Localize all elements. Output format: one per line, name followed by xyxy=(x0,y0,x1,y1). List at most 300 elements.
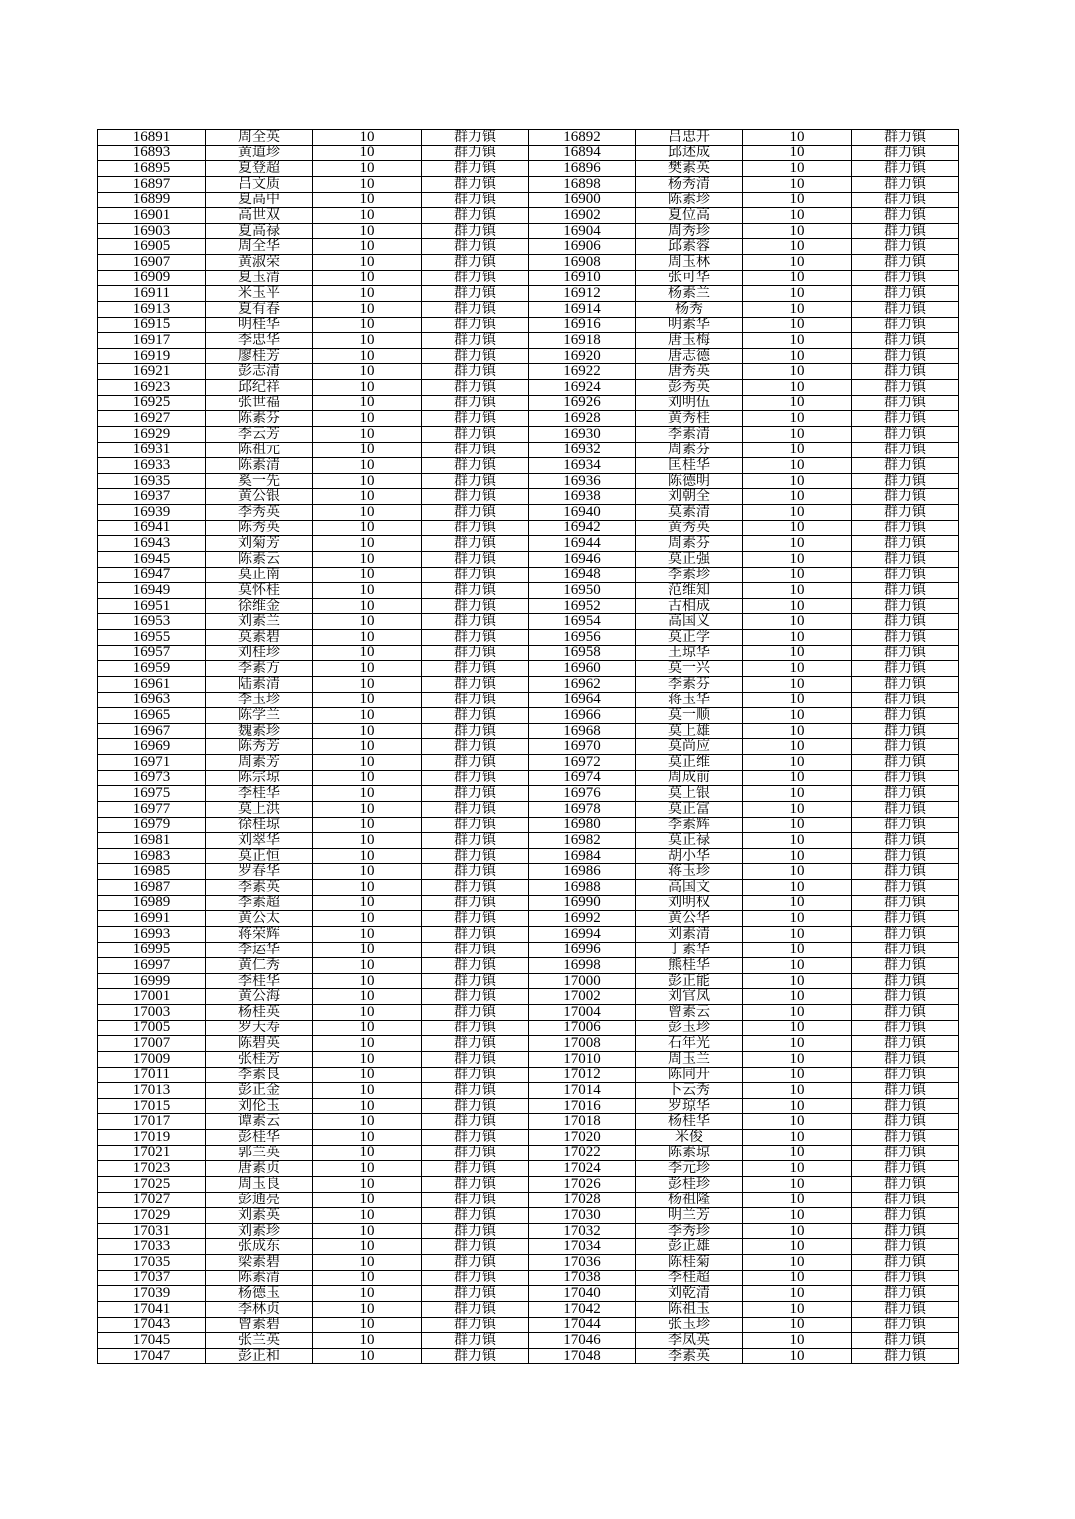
id-cell: 16998 xyxy=(529,958,636,974)
name-cell: 莫上洪 xyxy=(206,801,313,817)
id-cell: 16898 xyxy=(529,176,636,192)
name-cell: 李秀英 xyxy=(206,505,313,521)
count-cell: 10 xyxy=(743,708,852,724)
table-row xyxy=(98,208,959,224)
count-cell: 10 xyxy=(313,473,422,489)
town-cell: 群力镇 xyxy=(422,1036,529,1052)
count-cell: 10 xyxy=(313,1239,422,1255)
name-cell: 李玉珍 xyxy=(206,692,313,708)
town-cell: 群力镇 xyxy=(852,864,959,880)
id-cell: 16951 xyxy=(98,598,206,614)
name-cell: 罗琼华 xyxy=(636,1098,743,1114)
name-cell: 刘素清 xyxy=(636,926,743,942)
town-cell: 群力镇 xyxy=(852,176,959,192)
town-cell: 群力镇 xyxy=(422,880,529,896)
name-cell: 彭正雄 xyxy=(636,1239,743,1255)
name-cell: 罗春华 xyxy=(206,864,313,880)
town-cell: 群力镇 xyxy=(852,1067,959,1083)
id-cell: 16992 xyxy=(529,911,636,927)
name-cell: 王琼华 xyxy=(636,645,743,661)
name-cell: 李素珍 xyxy=(636,567,743,583)
count-cell: 10 xyxy=(743,958,852,974)
table-row xyxy=(98,1020,959,1036)
town-cell: 群力镇 xyxy=(852,192,959,208)
count-cell: 10 xyxy=(313,989,422,1005)
table-row xyxy=(98,645,959,661)
town-cell: 群力镇 xyxy=(422,1130,529,1146)
table-row xyxy=(98,442,959,458)
town-cell: 群力镇 xyxy=(852,1098,959,1114)
id-cell: 16971 xyxy=(98,755,206,771)
town-cell: 群力镇 xyxy=(852,880,959,896)
town-cell: 群力镇 xyxy=(852,833,959,849)
name-cell: 夏位高 xyxy=(636,208,743,224)
table-row xyxy=(98,989,959,1005)
count-cell: 10 xyxy=(743,208,852,224)
count-cell: 10 xyxy=(313,880,422,896)
count-cell: 10 xyxy=(743,505,852,521)
count-cell: 10 xyxy=(313,317,422,333)
name-cell: 杨秀 xyxy=(636,301,743,317)
count-cell: 10 xyxy=(313,1005,422,1021)
name-cell: 夏高中 xyxy=(206,192,313,208)
name-cell: 陈桂菊 xyxy=(636,1255,743,1271)
name-cell: 莫素碧 xyxy=(206,630,313,646)
count-cell: 10 xyxy=(313,380,422,396)
town-cell: 群力镇 xyxy=(852,1176,959,1192)
name-cell: 陈德明 xyxy=(636,473,743,489)
name-cell: 唐玉梅 xyxy=(636,333,743,349)
table-row xyxy=(98,880,959,896)
count-cell: 10 xyxy=(313,1145,422,1161)
town-cell: 群力镇 xyxy=(422,911,529,927)
name-cell: 莫正南 xyxy=(206,567,313,583)
town-cell: 群力镇 xyxy=(422,301,529,317)
name-cell: 陈学兰 xyxy=(206,708,313,724)
town-cell: 群力镇 xyxy=(422,848,529,864)
name-cell: 杨祖隆 xyxy=(636,1192,743,1208)
name-cell: 张玉珍 xyxy=(636,1317,743,1333)
town-cell: 群力镇 xyxy=(422,130,529,146)
name-cell: 陈同开 xyxy=(636,1067,743,1083)
name-cell: 曾素云 xyxy=(636,1005,743,1021)
id-cell: 17009 xyxy=(98,1051,206,1067)
table-row xyxy=(98,567,959,583)
table-row xyxy=(98,1270,959,1286)
id-cell: 16941 xyxy=(98,520,206,536)
count-cell: 10 xyxy=(313,630,422,646)
town-cell: 群力镇 xyxy=(852,1348,959,1364)
town-cell: 群力镇 xyxy=(422,1005,529,1021)
count-cell: 10 xyxy=(313,1286,422,1302)
town-cell: 群力镇 xyxy=(422,817,529,833)
count-cell: 10 xyxy=(743,848,852,864)
id-cell: 17023 xyxy=(98,1161,206,1177)
name-cell: 莫正维 xyxy=(636,755,743,771)
id-cell: 16964 xyxy=(529,692,636,708)
name-cell: 彭正能 xyxy=(636,973,743,989)
town-cell: 群力镇 xyxy=(852,770,959,786)
table-row xyxy=(98,458,959,474)
id-cell: 17022 xyxy=(529,1145,636,1161)
town-cell: 群力镇 xyxy=(852,645,959,661)
id-cell: 16892 xyxy=(529,130,636,146)
id-cell: 16978 xyxy=(529,801,636,817)
table-row xyxy=(98,598,959,614)
count-cell: 10 xyxy=(743,395,852,411)
id-cell: 17002 xyxy=(529,989,636,1005)
id-cell: 17039 xyxy=(98,1286,206,1302)
count-cell: 10 xyxy=(743,1005,852,1021)
count-cell: 10 xyxy=(743,864,852,880)
town-cell: 群力镇 xyxy=(422,723,529,739)
name-cell: 李凤英 xyxy=(636,1333,743,1349)
table-row xyxy=(98,551,959,567)
table-row xyxy=(98,505,959,521)
count-cell: 10 xyxy=(743,739,852,755)
name-cell: 李素超 xyxy=(206,895,313,911)
name-cell: 刘官凤 xyxy=(636,989,743,1005)
town-cell: 群力镇 xyxy=(422,942,529,958)
table-row xyxy=(98,395,959,411)
count-cell: 10 xyxy=(743,1098,852,1114)
town-cell: 群力镇 xyxy=(422,208,529,224)
id-cell: 16915 xyxy=(98,317,206,333)
table-row xyxy=(98,583,959,599)
town-cell: 群力镇 xyxy=(852,942,959,958)
town-cell: 群力镇 xyxy=(852,1130,959,1146)
name-cell: 周玉良 xyxy=(206,1176,313,1192)
count-cell: 10 xyxy=(743,1255,852,1271)
count-cell: 10 xyxy=(313,442,422,458)
table-row xyxy=(98,411,959,427)
town-cell: 群力镇 xyxy=(422,833,529,849)
id-cell: 17018 xyxy=(529,1114,636,1130)
name-cell: 邱素蓉 xyxy=(636,239,743,255)
count-cell: 10 xyxy=(743,1348,852,1364)
town-cell: 群力镇 xyxy=(422,676,529,692)
name-cell: 周全英 xyxy=(206,130,313,146)
name-cell: 莫怀桂 xyxy=(206,583,313,599)
id-cell: 17019 xyxy=(98,1130,206,1146)
count-cell: 10 xyxy=(743,551,852,567)
count-cell: 10 xyxy=(743,645,852,661)
table-row xyxy=(98,848,959,864)
town-cell: 群力镇 xyxy=(852,630,959,646)
table-row xyxy=(98,833,959,849)
name-cell: 黄公海 xyxy=(206,989,313,1005)
town-cell: 群力镇 xyxy=(422,895,529,911)
town-cell: 群力镇 xyxy=(422,239,529,255)
count-cell: 10 xyxy=(313,348,422,364)
town-cell: 群力镇 xyxy=(422,1051,529,1067)
id-cell: 16920 xyxy=(529,348,636,364)
name-cell: 廖桂芳 xyxy=(206,348,313,364)
id-cell: 16962 xyxy=(529,676,636,692)
id-cell: 16995 xyxy=(98,942,206,958)
id-cell: 16970 xyxy=(529,739,636,755)
count-cell: 10 xyxy=(743,1208,852,1224)
table-row xyxy=(98,1239,959,1255)
count-cell: 10 xyxy=(313,1020,422,1036)
id-cell: 16932 xyxy=(529,442,636,458)
id-cell: 16940 xyxy=(529,505,636,521)
town-cell: 群力镇 xyxy=(852,536,959,552)
id-cell: 17047 xyxy=(98,1348,206,1364)
town-cell: 群力镇 xyxy=(422,176,529,192)
name-cell: 杨素兰 xyxy=(636,286,743,302)
name-cell: 黄公太 xyxy=(206,911,313,927)
id-cell: 16957 xyxy=(98,645,206,661)
table-row xyxy=(98,895,959,911)
town-cell: 群力镇 xyxy=(852,614,959,630)
name-cell: 刘素珍 xyxy=(206,1223,313,1239)
count-cell: 10 xyxy=(743,817,852,833)
count-cell: 10 xyxy=(313,426,422,442)
count-cell: 10 xyxy=(743,239,852,255)
id-cell: 16958 xyxy=(529,645,636,661)
count-cell: 10 xyxy=(313,520,422,536)
table-row xyxy=(98,348,959,364)
id-cell: 16897 xyxy=(98,176,206,192)
id-cell: 17003 xyxy=(98,1005,206,1021)
name-cell: 刘明伍 xyxy=(636,395,743,411)
town-cell: 群力镇 xyxy=(422,1333,529,1349)
name-cell: 周素芬 xyxy=(636,442,743,458)
town-cell: 群力镇 xyxy=(422,364,529,380)
count-cell: 10 xyxy=(313,395,422,411)
count-cell: 10 xyxy=(313,239,422,255)
town-cell: 群力镇 xyxy=(852,286,959,302)
table-row xyxy=(98,489,959,505)
town-cell: 群力镇 xyxy=(422,786,529,802)
name-cell: 陈素清 xyxy=(206,1270,313,1286)
id-cell: 17032 xyxy=(529,1223,636,1239)
count-cell: 10 xyxy=(743,614,852,630)
count-cell: 10 xyxy=(743,1239,852,1255)
id-cell: 17043 xyxy=(98,1317,206,1333)
town-cell: 群力镇 xyxy=(422,1239,529,1255)
id-cell: 16943 xyxy=(98,536,206,552)
table-row xyxy=(98,739,959,755)
table-row xyxy=(98,817,959,833)
name-cell: 彭桂华 xyxy=(206,1130,313,1146)
id-cell: 17040 xyxy=(529,1286,636,1302)
id-cell: 16980 xyxy=(529,817,636,833)
count-cell: 10 xyxy=(743,973,852,989)
table-row xyxy=(98,255,959,271)
town-cell: 群力镇 xyxy=(422,551,529,567)
count-cell: 10 xyxy=(743,723,852,739)
id-cell: 16967 xyxy=(98,723,206,739)
count-cell: 10 xyxy=(313,942,422,958)
id-cell: 16988 xyxy=(529,880,636,896)
town-cell: 群力镇 xyxy=(422,1114,529,1130)
id-cell: 16928 xyxy=(529,411,636,427)
name-cell: 陈素琼 xyxy=(636,1145,743,1161)
town-cell: 群力镇 xyxy=(852,1223,959,1239)
count-cell: 10 xyxy=(313,895,422,911)
count-cell: 10 xyxy=(743,926,852,942)
name-cell: 古相成 xyxy=(636,598,743,614)
name-cell: 奚一先 xyxy=(206,473,313,489)
id-cell: 16972 xyxy=(529,755,636,771)
town-cell: 群力镇 xyxy=(422,708,529,724)
id-cell: 17001 xyxy=(98,989,206,1005)
town-cell: 群力镇 xyxy=(852,1333,959,1349)
town-cell: 群力镇 xyxy=(852,1270,959,1286)
table-row xyxy=(98,192,959,208)
town-cell: 群力镇 xyxy=(852,395,959,411)
id-cell: 17048 xyxy=(529,1348,636,1364)
count-cell: 10 xyxy=(313,1114,422,1130)
count-cell: 10 xyxy=(313,973,422,989)
id-cell: 16939 xyxy=(98,505,206,521)
town-cell: 群力镇 xyxy=(852,1286,959,1302)
id-cell: 16985 xyxy=(98,864,206,880)
name-cell: 夏高禄 xyxy=(206,223,313,239)
town-cell: 群力镇 xyxy=(422,958,529,974)
name-cell: 莫尚应 xyxy=(636,739,743,755)
town-cell: 群力镇 xyxy=(852,755,959,771)
count-cell: 10 xyxy=(743,520,852,536)
count-cell: 10 xyxy=(313,739,422,755)
name-cell: 徐桂琼 xyxy=(206,817,313,833)
id-cell: 17012 xyxy=(529,1067,636,1083)
name-cell: 彭正金 xyxy=(206,1083,313,1099)
id-cell: 16968 xyxy=(529,723,636,739)
town-cell: 群力镇 xyxy=(422,1223,529,1239)
count-cell: 10 xyxy=(313,364,422,380)
town-cell: 群力镇 xyxy=(422,1301,529,1317)
name-cell: 陈素珍 xyxy=(636,192,743,208)
count-cell: 10 xyxy=(313,692,422,708)
count-cell: 10 xyxy=(313,786,422,802)
count-cell: 10 xyxy=(313,505,422,521)
town-cell: 群力镇 xyxy=(422,1208,529,1224)
town-cell: 群力镇 xyxy=(422,286,529,302)
town-cell: 群力镇 xyxy=(852,255,959,271)
table-row xyxy=(98,1005,959,1021)
name-cell: 李素方 xyxy=(206,661,313,677)
id-cell: 16959 xyxy=(98,661,206,677)
town-cell: 群力镇 xyxy=(852,1192,959,1208)
name-cell: 杨秀清 xyxy=(636,176,743,192)
id-cell: 17041 xyxy=(98,1301,206,1317)
count-cell: 10 xyxy=(743,130,852,146)
town-cell: 群力镇 xyxy=(422,630,529,646)
count-cell: 10 xyxy=(313,270,422,286)
table-row xyxy=(98,473,959,489)
table-row xyxy=(98,973,959,989)
name-cell: 彭正和 xyxy=(206,1348,313,1364)
id-cell: 16924 xyxy=(529,380,636,396)
count-cell: 10 xyxy=(313,223,422,239)
town-cell: 群力镇 xyxy=(422,739,529,755)
town-cell: 群力镇 xyxy=(852,348,959,364)
name-cell: 刘素英 xyxy=(206,1208,313,1224)
name-cell: 莫一兴 xyxy=(636,661,743,677)
name-cell: 李林贞 xyxy=(206,1301,313,1317)
name-cell: 熊桂华 xyxy=(636,958,743,974)
name-cell: 杨德玉 xyxy=(206,1286,313,1302)
table-row xyxy=(98,1223,959,1239)
count-cell: 10 xyxy=(313,661,422,677)
id-cell: 16946 xyxy=(529,551,636,567)
town-cell: 群力镇 xyxy=(852,208,959,224)
name-cell: 李素辉 xyxy=(636,817,743,833)
table-row xyxy=(98,1067,959,1083)
name-cell: 刘菊芳 xyxy=(206,536,313,552)
town-cell: 群力镇 xyxy=(852,1301,959,1317)
town-cell: 群力镇 xyxy=(422,1161,529,1177)
town-cell: 群力镇 xyxy=(852,848,959,864)
id-cell: 16930 xyxy=(529,426,636,442)
table-row xyxy=(98,1083,959,1099)
id-cell: 16900 xyxy=(529,192,636,208)
town-cell: 群力镇 xyxy=(852,489,959,505)
town-cell: 群力镇 xyxy=(852,239,959,255)
id-cell: 16906 xyxy=(529,239,636,255)
name-cell: 邱述成 xyxy=(636,145,743,161)
count-cell: 10 xyxy=(743,630,852,646)
table-row xyxy=(98,536,959,552)
count-cell: 10 xyxy=(313,1083,422,1099)
count-cell: 10 xyxy=(743,458,852,474)
count-cell: 10 xyxy=(743,1223,852,1239)
id-cell: 16990 xyxy=(529,895,636,911)
count-cell: 10 xyxy=(743,286,852,302)
count-cell: 10 xyxy=(743,1114,852,1130)
id-cell: 16925 xyxy=(98,395,206,411)
count-cell: 10 xyxy=(313,489,422,505)
id-cell: 17000 xyxy=(529,973,636,989)
town-cell: 群力镇 xyxy=(422,1192,529,1208)
name-cell: 高国文 xyxy=(636,880,743,896)
name-cell: 周素芳 xyxy=(206,755,313,771)
count-cell: 10 xyxy=(743,942,852,958)
name-cell: 张兰英 xyxy=(206,1333,313,1349)
town-cell: 群力镇 xyxy=(422,395,529,411)
table-row xyxy=(98,770,959,786)
town-cell: 群力镇 xyxy=(852,223,959,239)
town-cell: 群力镇 xyxy=(852,270,959,286)
name-cell: 蒋玉华 xyxy=(636,692,743,708)
table-row xyxy=(98,1348,959,1364)
name-cell: 曾素碧 xyxy=(206,1317,313,1333)
id-cell: 16993 xyxy=(98,926,206,942)
table-row xyxy=(98,801,959,817)
name-cell: 周全华 xyxy=(206,239,313,255)
name-cell: 陈秀英 xyxy=(206,520,313,536)
town-cell: 群力镇 xyxy=(852,442,959,458)
name-cell: 莫正富 xyxy=(636,801,743,817)
id-cell: 16894 xyxy=(529,145,636,161)
town-cell: 群力镇 xyxy=(852,739,959,755)
count-cell: 10 xyxy=(743,270,852,286)
town-cell: 群力镇 xyxy=(852,317,959,333)
id-cell: 16969 xyxy=(98,739,206,755)
name-cell: 黄秀桂 xyxy=(636,411,743,427)
town-cell: 群力镇 xyxy=(852,145,959,161)
table-row xyxy=(98,723,959,739)
name-cell: 黄淑荣 xyxy=(206,255,313,271)
table-row xyxy=(98,1098,959,1114)
name-cell: 蒋玉珍 xyxy=(636,864,743,880)
id-cell: 16973 xyxy=(98,770,206,786)
name-cell: 彭通亮 xyxy=(206,1192,313,1208)
town-cell: 群力镇 xyxy=(852,301,959,317)
